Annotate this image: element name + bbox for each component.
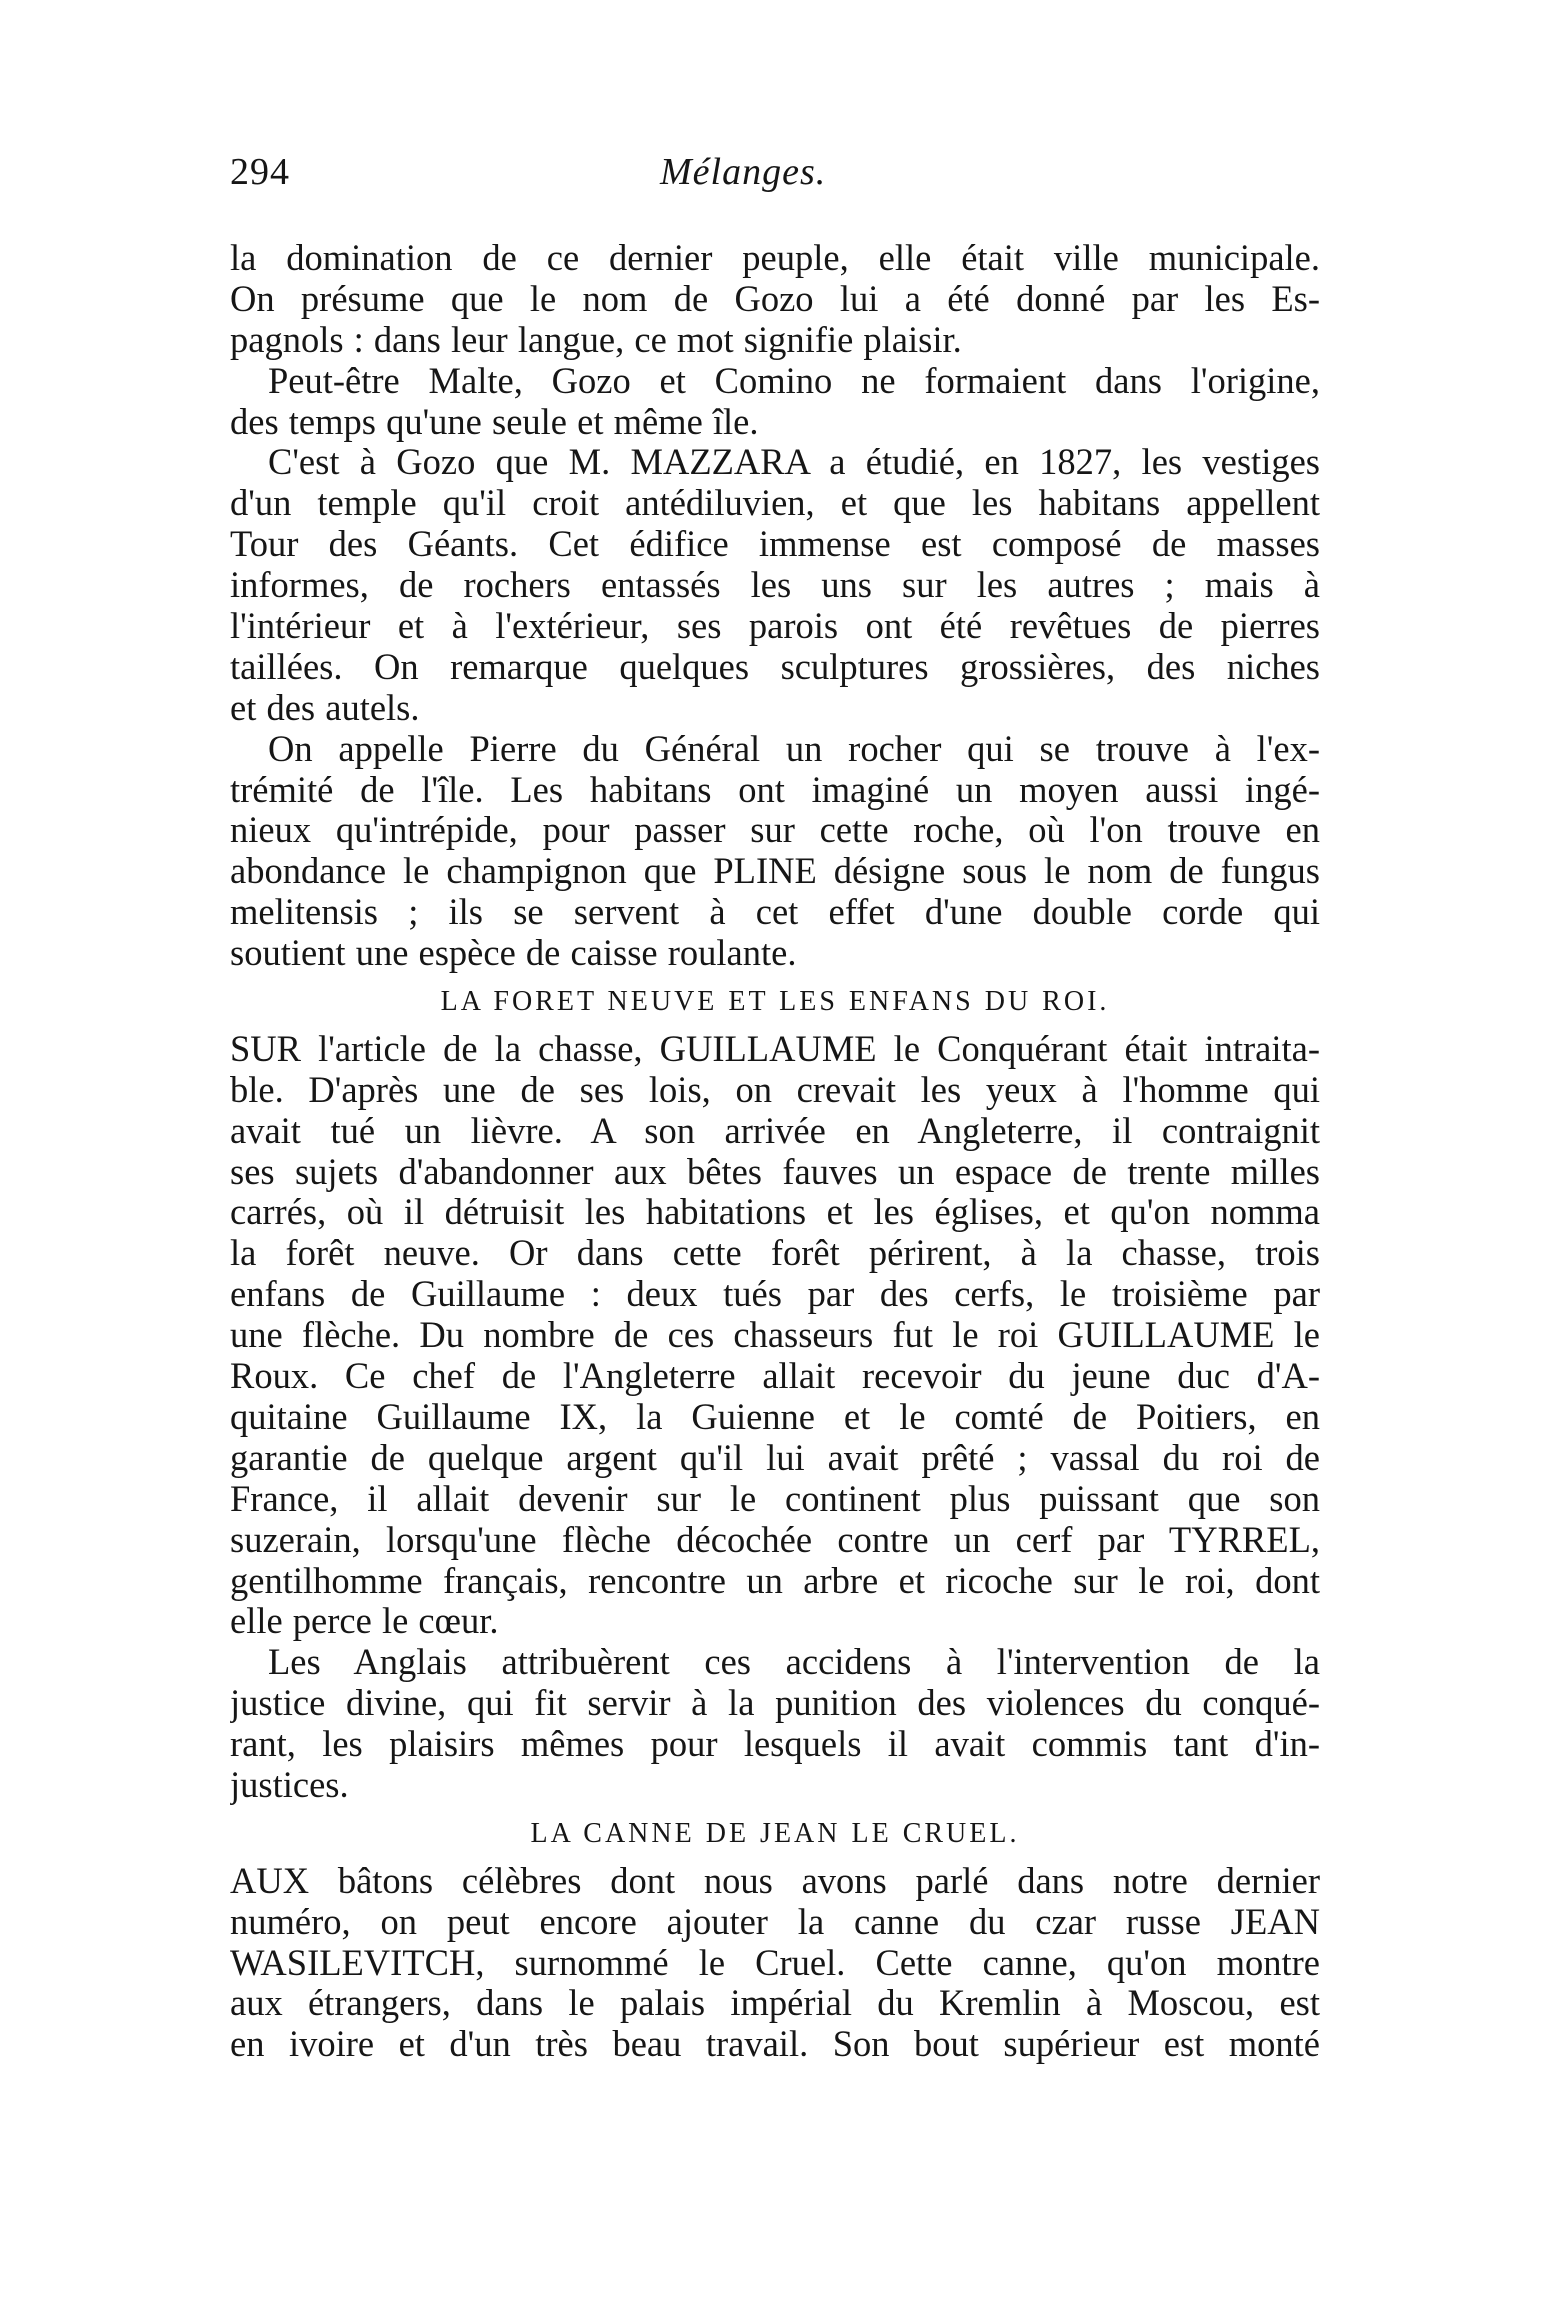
text-line: justices. <box>230 1764 349 1805</box>
text-line: suzerain, lorsqu'une flèche décochée contre un cerf par TYRREL, <box>230 1519 1320 1560</box>
text-line: trémité de l'île. Les habitans ont imaginé un moyen aussi ingé- <box>230 769 1320 810</box>
text-line: pagnols : dans leur langue, ce mot signifie plaisir. <box>230 319 962 360</box>
text-line: On appelle Pierre du Général un rocher qui se trouve à l'ex- <box>268 728 1320 769</box>
text-line: carrés, où il détruisit les habitations et les églises, et qu'on nomma <box>230 1192 1320 1233</box>
text-line: quitaine Guillaume IX, la Guienne et le comté de Poitiers, en <box>230 1396 1320 1437</box>
text-line: une flèche. Du nombre de ces chasseurs fut le roi GUILLAUME le <box>230 1315 1320 1356</box>
text-line: en ivoire et d'un très beau travail. Son bout supérieur est monté <box>230 2024 1320 2065</box>
text-line: gentilhomme français, rencontre un arbre et ricoche sur le roi, dont <box>230 1560 1320 1601</box>
text-line: France, il allait devenir sur le continent plus puissant que son <box>230 1478 1320 1519</box>
body-text <box>230 238 1320 2198</box>
text-line: SUR l'article de la chasse, GUILLAUME le Conquérant était intraita- <box>230 1028 1320 1069</box>
page-header <box>230 150 1320 220</box>
text-line: Tour des Géants. Cet édifice immense est composé de masses <box>230 524 1320 565</box>
text-line: informes, de rochers entassés les uns sur les autres ; mais à <box>230 565 1320 606</box>
text-line: et des autels. <box>230 687 420 728</box>
text-line: soutient une espèce de caisse roulante. <box>230 933 797 974</box>
section-heading: LA CANNE DE JEAN LE CRUEL. <box>530 1817 1020 1849</box>
text-line: la domination de ce dernier peuple, elle était ville municipale. <box>230 238 1320 278</box>
text-line: Les Anglais attribuèrent ces accidens à l'intervention de la <box>268 1642 1320 1683</box>
running-head: Mélanges. <box>660 151 827 193</box>
text-line: l'intérieur et à l'extérieur, ses parois ont été revêtues de pierres <box>230 606 1320 647</box>
text-line: C'est à Gozo que M. MAZZARA a étudié, en 1827, les vestiges <box>268 442 1320 483</box>
text-line: numéro, on peut encore ajouter la canne du czar russe JEAN <box>230 1901 1320 1942</box>
text-line: des temps qu'une seule et même île. <box>230 401 759 442</box>
text-line: la forêt neuve. Or dans cette forêt périrent, à la chasse, trois <box>230 1233 1320 1274</box>
text-line: AUX bâtons célèbres dont nous avons parlé dans notre dernier <box>230 1860 1320 1901</box>
text-line: Roux. Ce chef de l'Angleterre allait recevoir du jeune duc d'A- <box>230 1356 1320 1397</box>
text-line: elle perce le cœur. <box>230 1601 499 1642</box>
text-line: abondance le champignon que PLINE désigne sous le nom de fungus <box>230 851 1320 892</box>
text-line: ble. D'après une de ses lois, on crevait les yeux à l'homme qui <box>230 1069 1320 1110</box>
text-line: ses sujets d'abandonner aux bêtes fauves un espace de trente milles <box>230 1151 1320 1192</box>
page-number: 294 <box>230 151 290 193</box>
text-line: d'un temple qu'il croit antédiluvien, et que les habitans appellent <box>230 483 1320 524</box>
text-line: taillées. On remarque quelques sculptures grossières, des niches <box>230 646 1320 687</box>
text-line: rant, les plaisirs mêmes pour lesquels il avait commis tant d'in- <box>230 1724 1320 1765</box>
text-line: nieux qu'intrépide, pour passer sur cette roche, où l'on trouve en <box>230 810 1320 851</box>
text-line: On présume que le nom de Gozo lui a été donné par les Es- <box>230 278 1320 319</box>
text-line: aux étrangers, dans le palais impérial du Kremlin à Moscou, est <box>230 1983 1320 2024</box>
text-line: melitensis ; ils se servent à cet effet d'une double corde qui <box>230 892 1320 933</box>
text-line: justice divine, qui fit servir à la punition des violences du conqué- <box>230 1683 1320 1724</box>
text-line: garantie de quelque argent qu'il lui avait prêté ; vassal du roi de <box>230 1437 1320 1478</box>
text-line: WASILEVITCH, surnommé le Cruel. Cette canne, qu'on montre <box>230 1942 1320 1983</box>
text-line: Peut-être Malte, Gozo et Comino ne formaient dans l'origine, <box>268 360 1320 401</box>
text-line: avait tué un lièvre. A son arrivée en Angleterre, il contraignit <box>230 1110 1320 1151</box>
section-heading: LA FORET NEUVE ET LES ENFANS DU ROI. <box>440 986 1110 1018</box>
text-line: enfans de Guillaume : deux tués par des cerfs, le troisième par <box>230 1274 1320 1315</box>
